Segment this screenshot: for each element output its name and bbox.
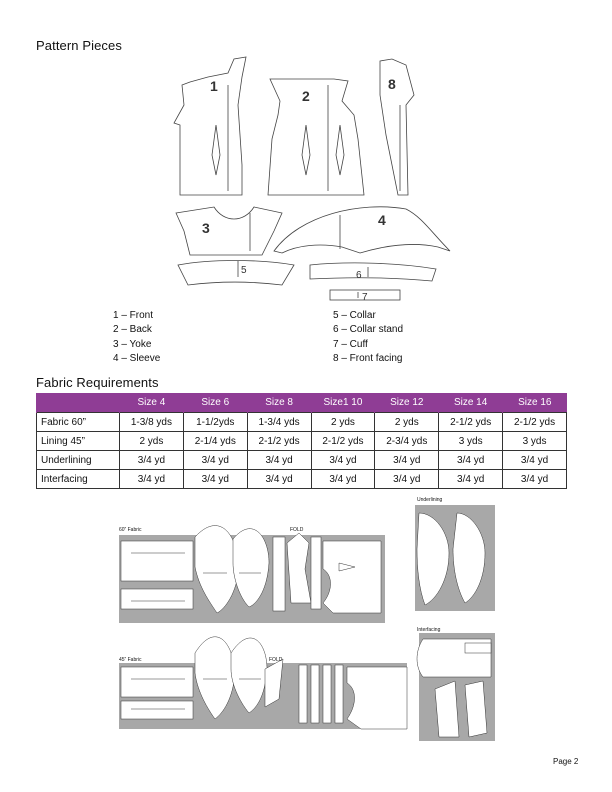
table-cell: 2-1/2 yds [503,413,567,432]
piece-number-8: 8 [388,76,396,92]
table-cell: 3/4 yd [120,470,184,489]
fabric60-label: 60” Fabric [119,527,142,533]
table-cell: 3 yds [439,432,503,451]
pattern-pieces-diagram [170,55,460,305]
table-header-cell: Size 12 [375,393,439,413]
table-cell: 3/4 yd [247,451,311,470]
table-cell: 2-1/2 yds [439,413,503,432]
row-label: Lining 45” [37,432,120,451]
table-cell: 3/4 yd [503,470,567,489]
fabric-requirements-table [36,393,567,489]
table-cell: 1-3/4 yds [247,413,311,432]
table-cell: 3/4 yd [439,470,503,489]
table-cell: 2-3/4 yds [375,432,439,451]
piece-number-5: 5 [241,265,247,276]
legend-left [113,309,160,367]
table-cell: 2-1/4 yds [183,432,247,451]
table-header-row [37,393,567,413]
fabric45-label: 45” Fabric [119,657,142,663]
table-row [37,432,567,451]
legend-item: 7 – Cuff [333,338,368,350]
table-cell: 3/4 yd [183,451,247,470]
yoke-piece-shape [176,207,282,255]
row-label: Interfacing [37,470,120,489]
table-header-cell: Size 16 [503,393,567,413]
table-row [37,451,567,470]
legend-item: 3 – Yoke [113,338,152,350]
table-row [37,470,567,489]
table-cell: 3/4 yd [439,451,503,470]
table-cell: 2 yds [375,413,439,432]
table-cell: 3/4 yd [120,451,184,470]
pattern-pieces-title: Pattern Pieces [36,38,122,53]
collar-stand-piece-shape [310,263,436,281]
table-cell: 2 yds [120,432,184,451]
table-row [37,413,567,432]
row-label: Fabric 60” [37,413,120,432]
legend-item: 6 – Collar stand [333,324,404,336]
table-cell: 1-1/2yds [183,413,247,432]
table-cell: 3/4 yd [247,470,311,489]
piece-number-4: 4 [378,212,386,228]
cutting-layouts [115,493,500,743]
interfacing-label: Interfacing [417,627,441,633]
piece-number-2: 2 [302,88,310,104]
legend-item: 5 – Collar [333,310,376,321]
table-header-cell: Size 4 [120,393,184,413]
legend-item: 2 – Back [113,324,152,336]
piece-number-6: 6 [356,270,362,281]
table-cell: 3/4 yd [311,451,375,470]
table-header-cell: Size1 10 [311,393,375,413]
fabric-requirements-title: Fabric Requirements [36,375,159,390]
table-cell: 3/4 yd [375,451,439,470]
table-cell: 3/4 yd [375,470,439,489]
table-cell: 2-1/2 yds [247,432,311,451]
front-facing-piece-shape [380,59,414,195]
table-cell: 3/4 yd [311,470,375,489]
underlining-label: Underlining [417,497,443,503]
table-header-cell: Size 8 [247,393,311,413]
piece-number-1: 1 [210,78,218,94]
table-cell: 3 yds [503,432,567,451]
table-cell: 2 yds [311,413,375,432]
page-number: Page 2 [553,757,579,766]
table-header-cell: Size 14 [439,393,503,413]
table-cell: 2-1/2 yds [311,432,375,451]
table-cell: 1-3/8 yds [120,413,184,432]
legend-item: 8 – Front facing [333,353,403,365]
legend-item: 1 – Front [113,310,154,321]
back-piece-shape [268,79,364,195]
table-cell: 3/4 yd [183,470,247,489]
legend-item: 4 – Sleeve [113,353,161,365]
sleeve-piece-shape [274,207,450,253]
table-header-cell [37,393,120,413]
fold-label: FOLD [269,657,283,663]
fold-label: FOLD [290,527,304,533]
collar-piece-shape [178,261,294,286]
row-label: Underlining [37,451,120,470]
piece-number-3: 3 [202,220,210,236]
piece-number-7: 7 [362,292,368,303]
table-cell: 3/4 yd [503,451,567,470]
legend-right [333,309,403,367]
table-header-cell: Size 6 [183,393,247,413]
